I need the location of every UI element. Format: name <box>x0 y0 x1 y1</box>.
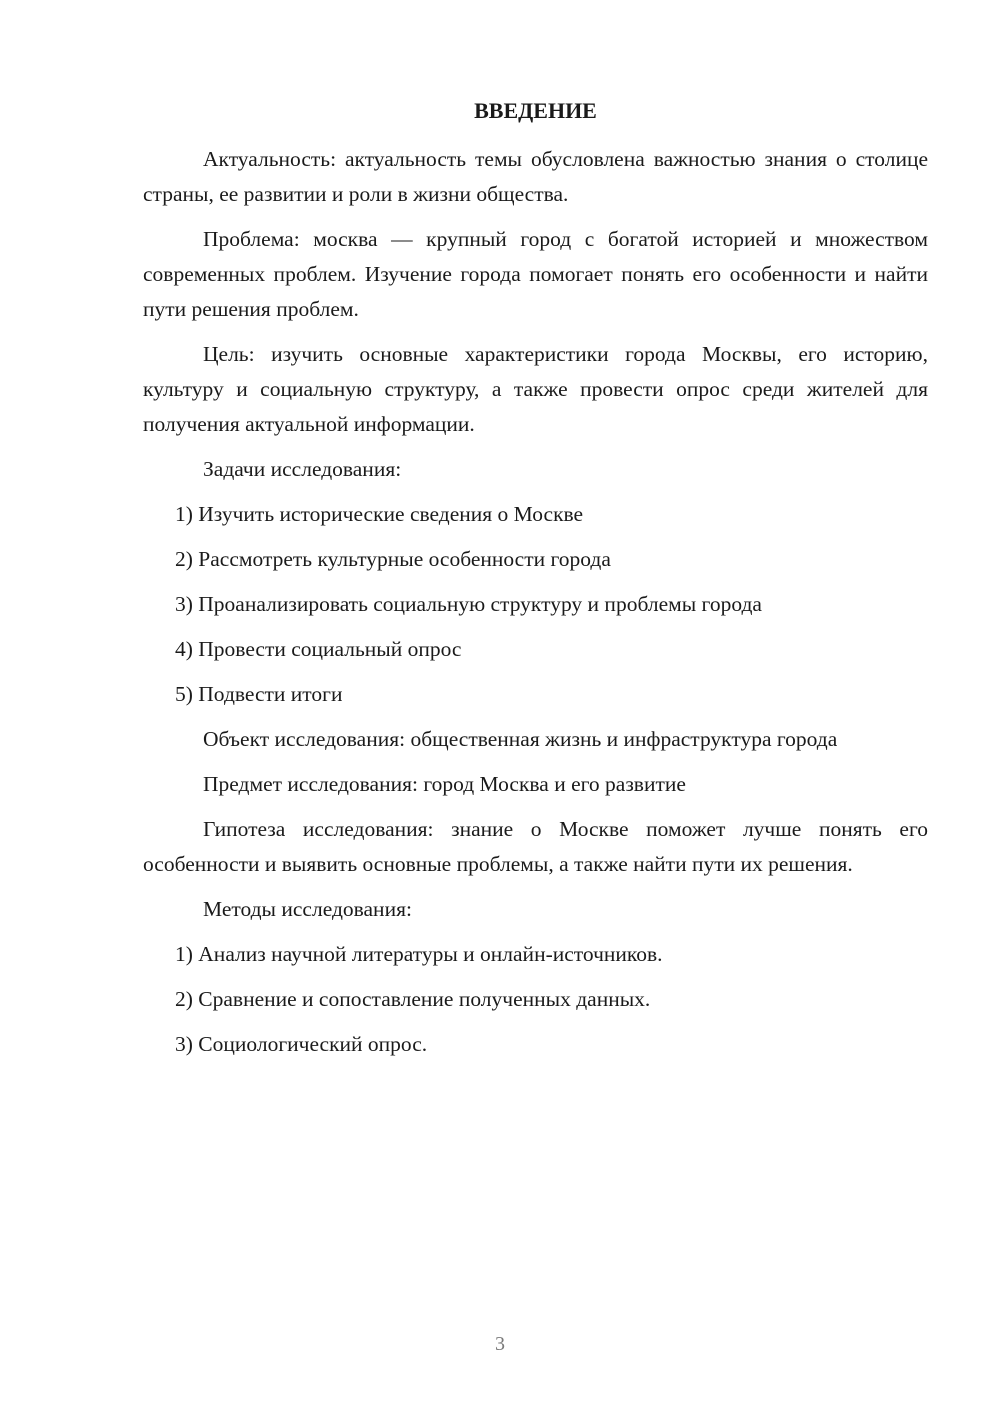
list-item: 2) Рассмотреть культурные особенности города <box>175 547 611 571</box>
tasks-list <box>143 497 928 712</box>
page-title: ВВЕДЕНИЕ <box>474 98 597 123</box>
list-item: 1) Анализ научной литературы и онлайн-источников. <box>175 942 663 966</box>
list-item: 3) Социологический опрос. <box>175 1032 428 1056</box>
tasks-heading: Задачи исследования: <box>203 457 402 481</box>
document-body <box>143 142 928 1072</box>
list-item: 4) Провести социальный опрос <box>175 637 462 661</box>
methods-heading: Методы исследования: <box>203 897 412 921</box>
list-item: 5) Подвести итоги <box>175 682 343 706</box>
list-item: 1) Изучить исторические сведения о Москве <box>175 502 584 526</box>
problem-paragraph: Проблема: москва — крупный город с богатой историей и множеством современных проблем. Изучение города помогает понять его особенности и найти пути решения проблем. <box>143 227 928 321</box>
object-paragraph: Объект исследования: общественная жизнь и инфраструктура города <box>203 727 838 751</box>
subject-paragraph: Предмет исследования: город Москва и его развитие <box>203 772 686 796</box>
hypothesis-paragraph: Гипотеза исследования: знание о Москве поможет лучше понять его особенности и выявить основные проблемы, а также найти пути их решения. <box>143 817 928 876</box>
page-number: 3 <box>495 1333 505 1355</box>
goal-paragraph: Цель: изучить основные характеристики города Москвы, его историю, культуру и социальную структуру, а также провести опрос среди жителей для получения актуальной информации. <box>143 342 928 436</box>
list-item: 2) Сравнение и сопоставление полученных данных. <box>175 987 651 1011</box>
relevance-paragraph: Актуальность: актуальность темы обусловлена важностью знания о столице страны, ее развитии и роли в жизни общества. <box>143 147 928 206</box>
list-item: 3) Проанализировать социальную структуру и проблемы города <box>175 592 762 616</box>
methods-list <box>143 937 928 1062</box>
